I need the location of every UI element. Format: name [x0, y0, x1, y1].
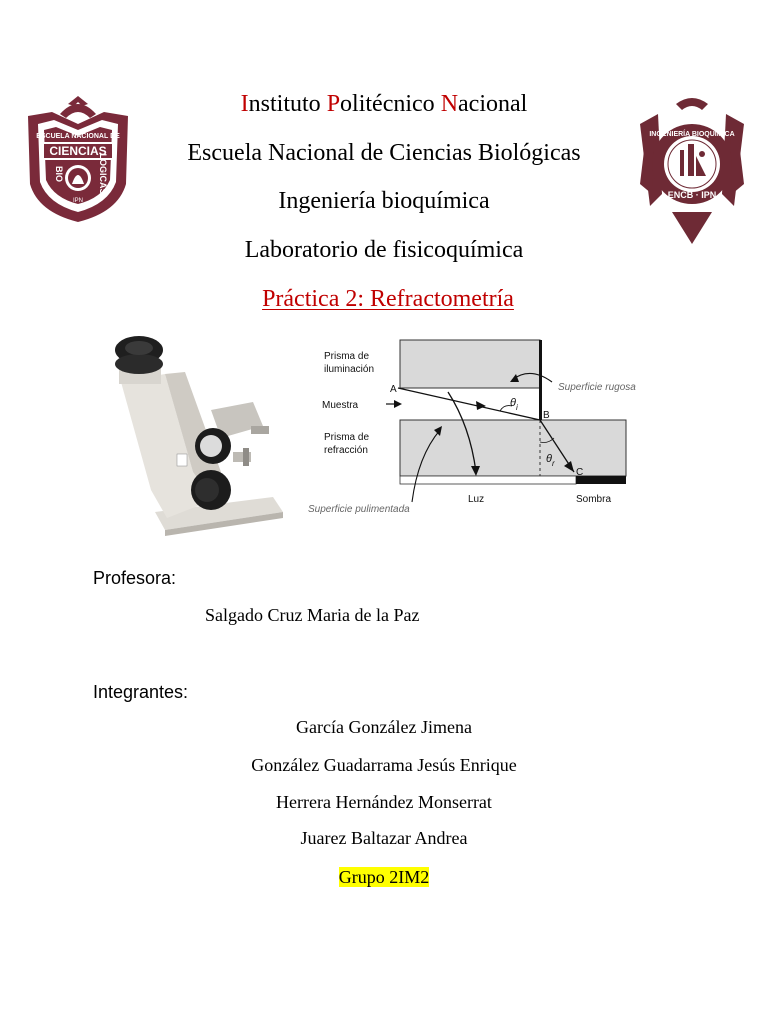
initial-p: P	[326, 91, 341, 117]
subscript-i: i	[515, 403, 518, 412]
word-nacional: acional	[458, 91, 528, 117]
label-prism-refraction-1: Prisma de	[324, 432, 370, 443]
school-name: Escuela Nacional de Ciencias Biológicas	[187, 140, 581, 166]
initial-n: N	[440, 91, 459, 117]
theta-symbol-r: θ	[546, 453, 552, 465]
label-prism-refraction-2: refracción	[324, 445, 368, 456]
members-label: Integrantes:	[93, 682, 189, 702]
member-name: Juarez Baltazar Andrea	[300, 828, 468, 848]
member-name: García González Jimena	[296, 717, 472, 737]
label-prism-illumination-1: Prisma de	[324, 351, 370, 362]
refraction-diagram	[300, 326, 700, 522]
label-point-b: B	[543, 410, 550, 421]
word-instituto: nstituto	[248, 91, 327, 117]
logo-left-text: BIO	[54, 165, 64, 183]
label-polished-surface: Superficie pulimentada	[308, 504, 410, 515]
subscript-r: r	[551, 459, 555, 468]
member-name: Herrera Hernández Monserrat	[276, 792, 492, 812]
group-badge: Grupo 2IM2	[338, 867, 430, 887]
logo-small-text: IPN	[72, 198, 84, 204]
logo-bottom-text-right: ENCB · IPN	[667, 190, 717, 200]
lab-name: Laboratorio de fisicoquímica	[244, 237, 524, 263]
logo-ring-text: ESCUELA NACIONAL DE	[36, 133, 120, 140]
label-light: Luz	[468, 494, 485, 505]
career-name: Ingeniería bioquímica	[278, 188, 490, 214]
label-theta-i	[510, 397, 518, 412]
label-rough-surface: Superficie rugosa	[558, 382, 636, 393]
label-point-c: C	[576, 467, 584, 478]
professor-name: Salgado Cruz Maria de la Paz	[205, 605, 420, 625]
word-politecnico: olitécnico	[340, 91, 441, 117]
logo-right-text: LOGICAS	[98, 153, 108, 195]
label-shadow: Sombra	[576, 494, 612, 505]
logo-ring-text-right: INGENIERÍA BIOQUÍMICA	[649, 131, 735, 138]
initial-i: I	[240, 91, 249, 117]
professor-label: Profesora:	[93, 568, 177, 588]
label-prism-illumination-2: iluminación	[324, 364, 375, 375]
logo-banner-text: CIENCIAS	[49, 144, 107, 158]
institution-name	[0, 89, 768, 119]
practice-title: Práctica 2: Refractometría	[262, 286, 514, 312]
label-sample: Muestra	[322, 400, 359, 411]
label-point-a: A	[390, 384, 397, 395]
theta-symbol-i: θ	[510, 397, 516, 409]
member-name: González Guadarrama Jesús Enrique	[251, 755, 517, 775]
refractometer-photo	[93, 322, 298, 540]
